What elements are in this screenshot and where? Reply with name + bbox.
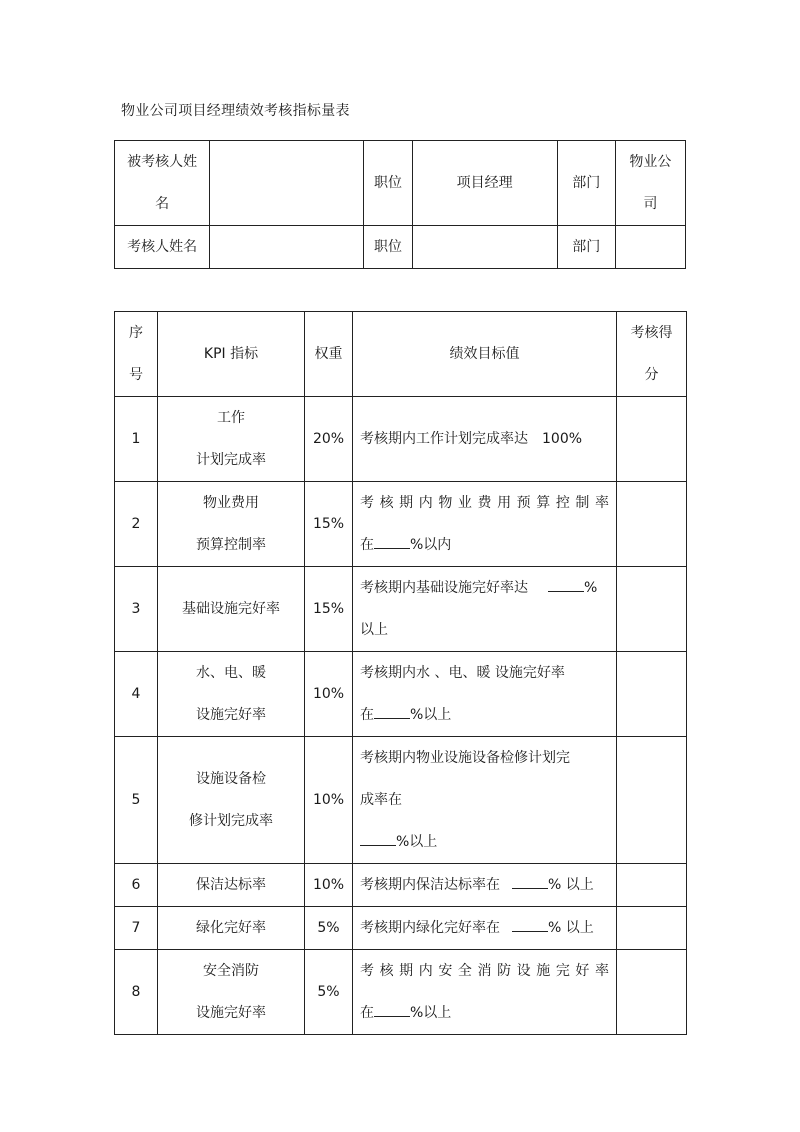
assessor-position-label: 职位 — [364, 226, 412, 269]
target-value: 考核期内工作计划完成率达 100% — [353, 397, 617, 482]
row-number: 3 — [115, 567, 158, 652]
target-value: 考核期内物业设施设备检修计划完 成率在 %以上 — [353, 737, 617, 864]
position-value: 项目经理 — [412, 141, 557, 226]
header-indicator: KPI 指标 — [158, 312, 305, 397]
row-number: 4 — [115, 652, 158, 737]
kpi-row-3 — [115, 567, 687, 652]
weight-value: 5% — [305, 907, 353, 950]
weight-value: 10% — [305, 737, 353, 864]
header-target: 绩效目标值 — [353, 312, 617, 397]
department-label: 部门 — [557, 141, 615, 226]
indicator-name: 水、电、暖 设施完好率 — [158, 652, 305, 737]
row-number: 6 — [115, 864, 158, 907]
header-seq: 序 号 — [115, 312, 158, 397]
row-number: 1 — [115, 397, 158, 482]
row-number: 2 — [115, 482, 158, 567]
score-cell[interactable] — [617, 950, 687, 1035]
fill-in-blank[interactable] — [374, 1003, 410, 1017]
assessee-name-value[interactable] — [210, 141, 364, 226]
score-cell[interactable] — [617, 652, 687, 737]
weight-value: 5% — [305, 950, 353, 1035]
indicator-name: 设施设备检 修计划完成率 — [158, 737, 305, 864]
score-cell[interactable] — [617, 864, 687, 907]
target-value: 考核期内绿化完好率在 % 以上 — [353, 907, 617, 950]
target-value: 考核期内水 、电、暖 设施完好率 在 %以上 — [353, 652, 617, 737]
kpi-row-2 — [115, 482, 687, 567]
score-cell[interactable] — [617, 737, 687, 864]
kpi-row-7 — [115, 907, 687, 950]
assessor-name-value[interactable] — [210, 226, 364, 269]
fill-in-blank[interactable] — [374, 705, 410, 719]
indicator-name: 物业费用 预算控制率 — [158, 482, 305, 567]
kpi-row-8 — [115, 950, 687, 1035]
indicator-name: 安全消防 设施完好率 — [158, 950, 305, 1035]
assessor-position-value[interactable] — [412, 226, 557, 269]
assessor-name-label: 考核人姓名 — [115, 226, 210, 269]
indicator-name: 绿化完好率 — [158, 907, 305, 950]
score-cell[interactable] — [617, 907, 687, 950]
assessor-department-value[interactable] — [615, 226, 685, 269]
indicator-name: 工作 计划完成率 — [158, 397, 305, 482]
info-row-assessee — [115, 141, 686, 226]
target-value: 考核期内基础设施完好率达 % 以上 — [353, 567, 617, 652]
fill-in-blank[interactable] — [512, 918, 548, 932]
info-row-assessor — [115, 226, 686, 269]
row-number: 7 — [115, 907, 158, 950]
kpi-row-4 — [115, 652, 687, 737]
weight-value: 15% — [305, 482, 353, 567]
fill-in-blank[interactable] — [374, 535, 410, 549]
header-weight: 权重 — [305, 312, 353, 397]
weight-value: 15% — [305, 567, 353, 652]
assessee-name-label: 被考核人姓 名 — [115, 141, 210, 226]
target-value: 考核期内安全消防设施完好率 在 %以上 — [353, 950, 617, 1035]
row-number: 8 — [115, 950, 158, 1035]
page-title: 物业公司项目经理绩效考核指标量表 — [121, 103, 350, 119]
kpi-header-row — [115, 312, 687, 397]
fill-in-blank[interactable] — [360, 832, 396, 846]
kpi-row-5 — [115, 737, 687, 864]
department-value: 物业公 司 — [615, 141, 685, 226]
target-value: 考核期内物业费用预算控制率 在 %以内 — [353, 482, 617, 567]
kpi-table — [114, 311, 687, 1035]
indicator-name: 基础设施完好率 — [158, 567, 305, 652]
header-score: 考核得 分 — [617, 312, 687, 397]
weight-value: 10% — [305, 864, 353, 907]
row-number: 5 — [115, 737, 158, 864]
weight-value: 10% — [305, 652, 353, 737]
score-cell[interactable] — [617, 482, 687, 567]
kpi-row-1 — [115, 397, 687, 482]
score-cell[interactable] — [617, 397, 687, 482]
weight-value: 20% — [305, 397, 353, 482]
score-cell[interactable] — [617, 567, 687, 652]
kpi-row-6 — [115, 864, 687, 907]
fill-in-blank[interactable] — [548, 578, 584, 592]
position-label: 职位 — [364, 141, 412, 226]
employee-info-table — [114, 140, 686, 269]
target-value: 考核期内保洁达标率在 % 以上 — [353, 864, 617, 907]
fill-in-blank[interactable] — [512, 875, 548, 889]
indicator-name: 保洁达标率 — [158, 864, 305, 907]
assessor-department-label: 部门 — [557, 226, 615, 269]
